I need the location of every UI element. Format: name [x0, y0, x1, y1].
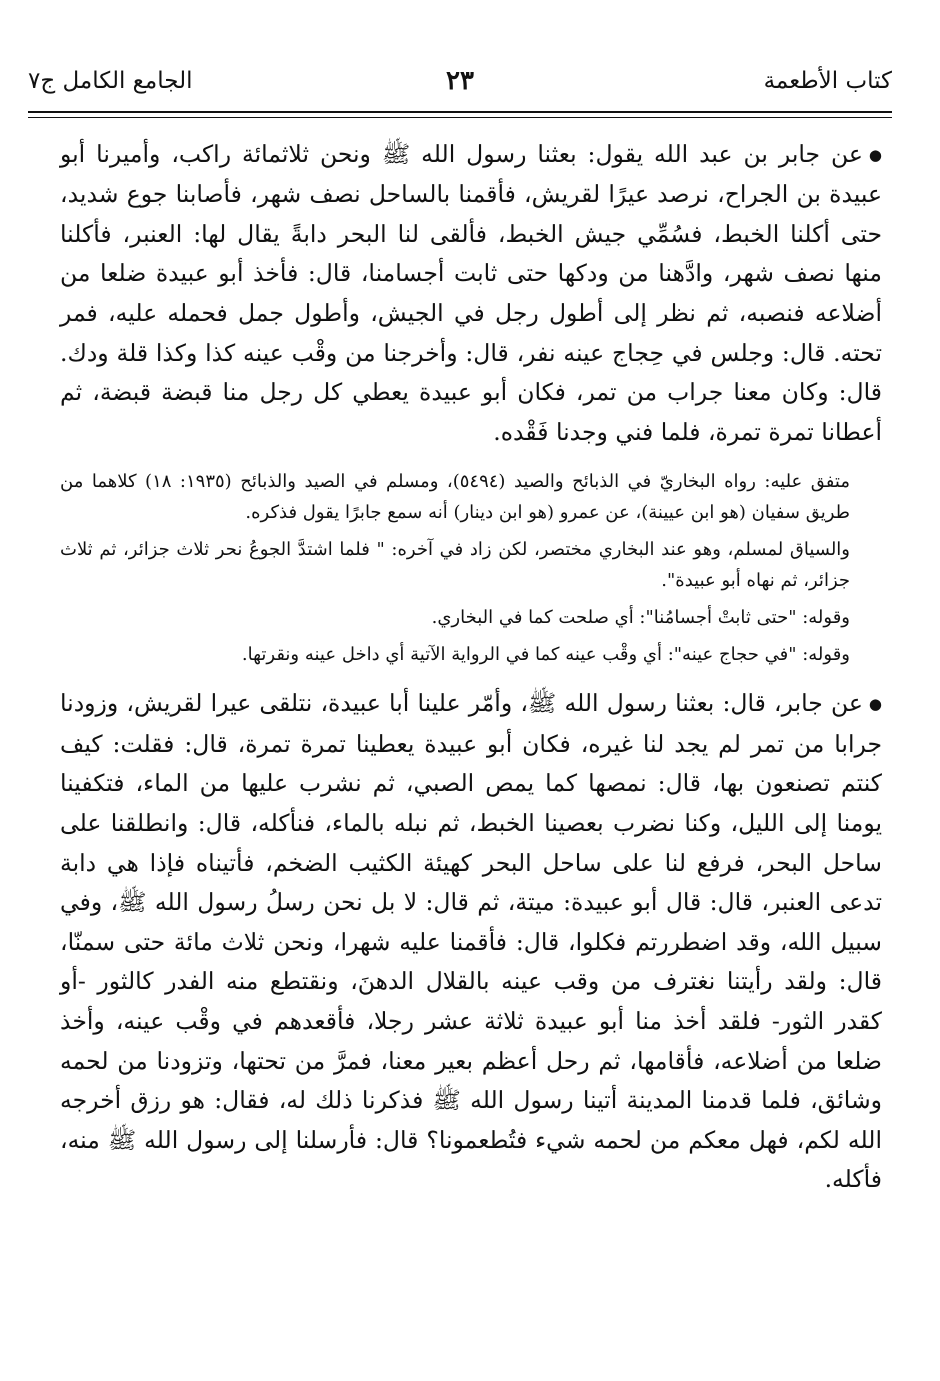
header-rule [28, 111, 892, 113]
header-rule-thin [28, 117, 892, 118]
hadith-text: عن جابر بن عبد الله يقول: بعثنا رسول الله ﷺ ونحن ثلاثمائة راكب، وأميرنا أبو عبيدة بن الجراح، نرصد عيرًا لقريش، فأقمنا بالساحل نصف شهر، فأصابنا جوع شديد، حتى أكلنا الخبط، فسُمِّي جيش الخبط، فألقى لنا البحر دابةً يقال لها: العنبر، فأكلنا منها نصف شهر، وادَّهنا من ودكها حتى ثابت أجسامنا، قال: فأخذ أبو عبيدة ضلعا من أضلاعه فنصبه، ثم نظر إلى أطول رجل في الجيش، وأطول جمل فحمله عليه، فمر تحته. قال: وجلس في حِجاج عينه نفر، قال: وأخرجنا من وقْب عينه كذا وكذا قلة ودك. قال: وكان معنا جراب من تمر، فكان أبو عبيدة يعطي كل رجل منا قبضة قبضة، ثم أعطانا تمرة تمرة، فلما فني وجدنا فَقْده. [60, 140, 882, 446]
page-body [60, 135, 882, 1212]
takhrij-note: متفق عليه: رواه البخاريّ في الذبائح والصيد (٥٤٩٤)، ومسلم في الصيد والذبائح (١٩٣٥: ١٨) كلاهما من طريق سفيان (هو ابن عيينة)، عن عمرو (هو ابن دينار) أنه سمع جابرًا يقول فذكره. [60, 471, 850, 524]
page-number: ٢٣ [446, 66, 474, 96]
chapter-title: كتاب الأطعمة [763, 68, 892, 94]
book-title: الجامع الكامل ج٧ [28, 68, 193, 94]
bullet-icon: ● [868, 695, 882, 714]
hadith-paragraph [60, 135, 882, 452]
siyaq-note: والسياق لمسلم، وهو عند البخاري مختصر، لكن زاد في آخره: " فلما اشتدَّ الجوعُ نحر ثلاث جزائر، ثم ثلاث جزائر، ثم نهاه أبو عبيدة". [60, 539, 850, 592]
gloss-note: وقوله: "حتى ثابتْ أجسامُنا": أي صلحت كما في البخاري. [431, 607, 850, 629]
hadith-text: عن جابر، قال: بعثنا رسول الله ﷺ، وأمّر علينا أبا عبيدة، نتلقى عيرا لقريش، وزودنا جرابا من تمر لم يجد لنا غيره، فكان أبو عبيدة يعطينا تمرة تمرة، قال: فقلت: كيف كنتم تصنعون بها، قال: نمصها كما يمص الصبي، ثم نشرب عليها من الماء، فتكفينا يومنا إلى الليل، وكنا نضرب بعصينا الخبط، ثم نبله بالماء، فنأكله، قال: وانطلقنا على ساحل البحر، فرفع لنا على ساحل البحر كهيئة الكثيب الضخم، فأتيناه فإذا هي دابة تدعى العنبر، قال: قال أبو عبيدة: ميتة، ثم قال: لا بل نحن رسلُ رسول الله ﷺ، وفي سبيل الله، وقد اضطررتم فكلوا، قال: فأقمنا عليه شهرا، ونحن ثلاث مائة حتى سمنّا، قال: ولقد رأيتنا نغترف من وقب عينه بالقلال الدهنَ، ونقتطع منه الفدر كالثور -أو كقدر الثور- فلقد أخذ منا أبو عبيدة ثلاثة عشر رجلا، فأقعدهم في وقْب عينه، وأخذ ضلعا من أضلاعه، فأقامها، ثم رحل أعظم بعير معنا، فمرَّ من تحتها، وتزودنا من لحمه وشائق، فلما قدمنا المدينة أتينا رسول الله ﷺ فذكرنا ذلك له، فقال: هو رزق أخرجه الله لكم، فهل معكم من لحمه شيء فتُطعمونا؟ قال: فأرسلنا إلى رسول الله ﷺ منه، فأكله. [60, 689, 882, 1194]
gloss-note: وقوله: "في حجاج عينه": أي وقْب عينه كما في الرواية الآتية أي داخل عينه ونقرتها. [241, 644, 850, 666]
bullet-icon: ● [868, 145, 882, 164]
hadith-paragraph [60, 684, 882, 1199]
running-header [28, 66, 892, 102]
